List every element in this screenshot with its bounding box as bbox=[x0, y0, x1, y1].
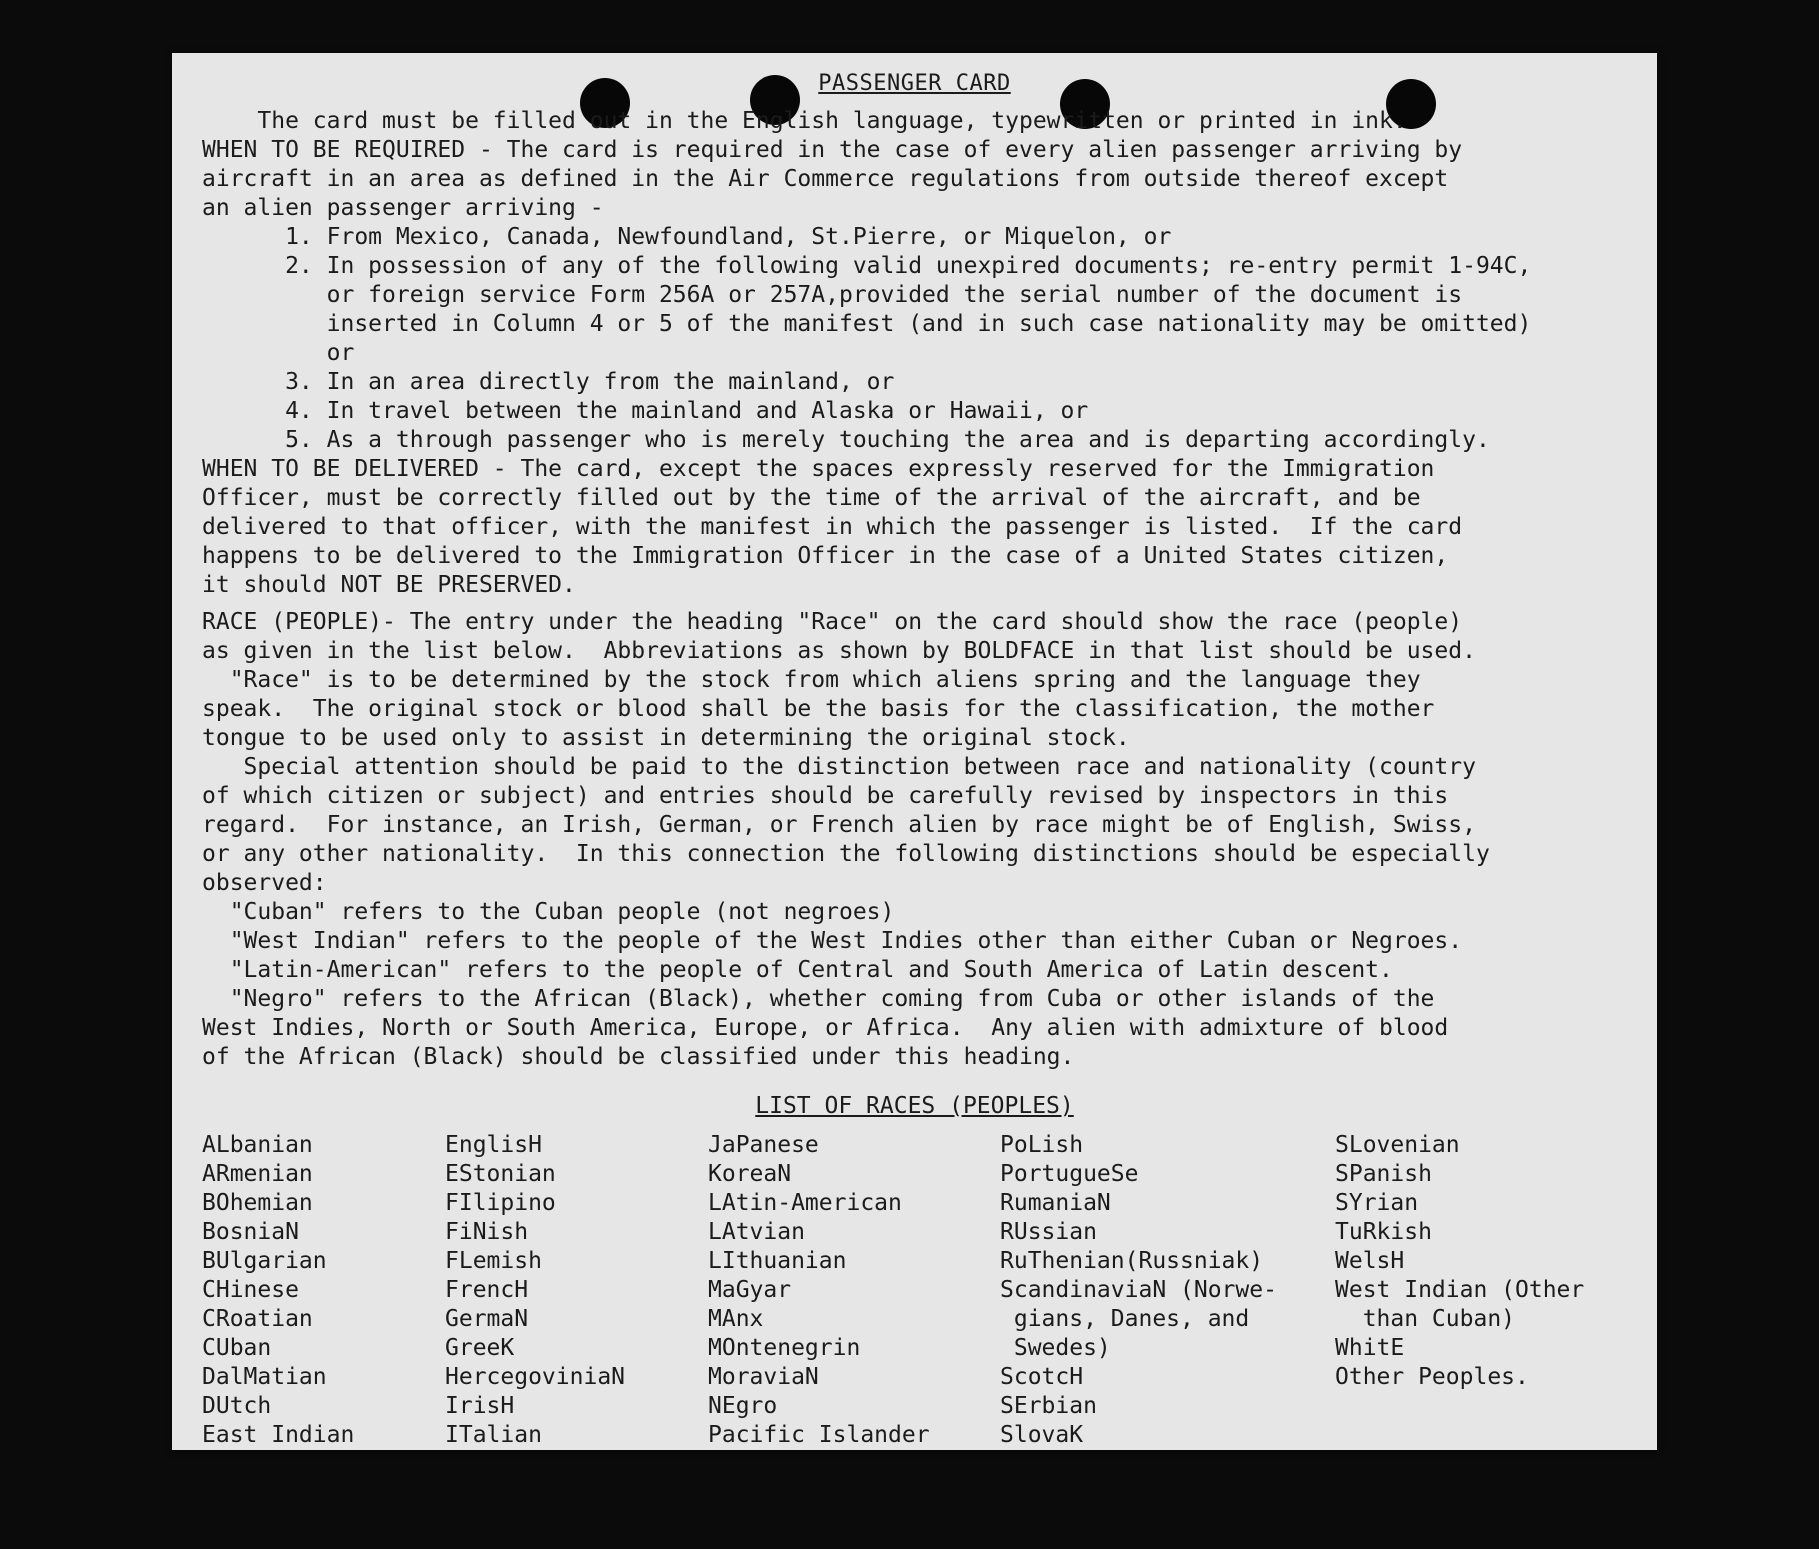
race-item: East Indian bbox=[202, 1422, 355, 1448]
race-item: MaGyar bbox=[708, 1277, 792, 1303]
race-item: ITalian bbox=[445, 1422, 542, 1448]
text-line: RACE (PEOPLE)- The entry under the heading "Race" on the card should show the race (people) bbox=[202, 609, 1463, 635]
card-title: PASSENGER CARD bbox=[818, 71, 1011, 96]
text-line: inserted in Column 4 or 5 of the manifest (and in such case nationality may be omitted) bbox=[202, 311, 1532, 337]
race-item: EStonian bbox=[445, 1161, 556, 1187]
races-column-2 bbox=[445, 1131, 625, 1450]
race-item: DalMatian bbox=[202, 1364, 327, 1390]
race-item: FIlipino bbox=[445, 1190, 556, 1216]
race-item: RuThenian(Russniak) bbox=[1000, 1248, 1264, 1274]
race-item: West Indian (Other bbox=[1335, 1277, 1585, 1303]
text-line: "Negro" refers to the African (Black), whether coming from Cuba or other islands of the bbox=[202, 986, 1435, 1012]
race-item: GermaN bbox=[445, 1306, 529, 1332]
race-item: BUlgarian bbox=[202, 1248, 327, 1274]
race-item: KoreaN bbox=[708, 1161, 792, 1187]
race-item: JaPanese bbox=[708, 1132, 819, 1158]
race-item: CHinese bbox=[202, 1277, 299, 1303]
text-line: as given in the list below. Abbreviations as shown by BOLDFACE in that list should be used. bbox=[202, 638, 1476, 664]
races-column-3 bbox=[708, 1131, 930, 1450]
race-item: SlovaK bbox=[1000, 1422, 1084, 1448]
text-line: speak. The original stock or blood shall be the basis for the classification, the mother bbox=[202, 696, 1435, 722]
text-line: 4. In travel between the mainland and Alaska or Hawaii, or bbox=[202, 398, 1089, 424]
race-item: WhitE bbox=[1335, 1335, 1405, 1361]
text-line: aircraft in an area as defined in the Air Commerce regulations from outside thereof except bbox=[202, 166, 1449, 192]
race-item: ScotcH bbox=[1000, 1364, 1084, 1390]
text-line: Special attention should be paid to the distinction between race and nationality (country bbox=[202, 754, 1476, 780]
text-line: 5. As a through passenger who is merely touching the area and is departing accordingly. bbox=[202, 427, 1490, 453]
race-item: EnglisH bbox=[445, 1132, 542, 1158]
race-item: NEgro bbox=[708, 1393, 778, 1419]
race-item: Swedes) bbox=[1000, 1335, 1111, 1361]
race-item: SPanish bbox=[1335, 1161, 1432, 1187]
races-column-5 bbox=[1335, 1131, 1584, 1392]
text-line: observed: bbox=[202, 870, 327, 896]
race-item: MoraviaN bbox=[708, 1364, 819, 1390]
text-line: "West Indian" refers to the people of the West Indies other than either Cuban or Negroes. bbox=[202, 928, 1463, 954]
race-item: LAtvian bbox=[708, 1219, 805, 1245]
text-line: 2. In possession of any of the following valid unexpired documents; re-entry permit 1-94C, bbox=[202, 253, 1532, 279]
text-line: of the African (Black) should be classified under this heading. bbox=[202, 1044, 1075, 1070]
text-line: "Latin-American" refers to the people of Central and South America of Latin descent. bbox=[202, 957, 1393, 983]
text-line: "Race" is to be determined by the stock from which aliens spring and the language they bbox=[202, 667, 1421, 693]
race-item: ARmenian bbox=[202, 1161, 313, 1187]
race-item: HercegoviniaN bbox=[445, 1364, 626, 1390]
race-item: IrisH bbox=[445, 1393, 515, 1419]
races-column-1 bbox=[202, 1131, 354, 1450]
race-item: BosniaN bbox=[202, 1219, 299, 1245]
races-column-4 bbox=[1000, 1131, 1277, 1450]
race-item: FiNish bbox=[445, 1219, 529, 1245]
race-item: LIthuanian bbox=[708, 1248, 847, 1274]
race-item: ALbanian bbox=[202, 1132, 313, 1158]
race-item: SLovenian bbox=[1335, 1132, 1460, 1158]
race-item: GreeK bbox=[445, 1335, 515, 1361]
race-item: MOntenegrin bbox=[708, 1335, 861, 1361]
race-item: CRoatian bbox=[202, 1306, 313, 1332]
text-line: 3. In an area directly from the mainland, or bbox=[202, 369, 895, 395]
text-line: Officer, must be correctly filled out by the time of the arrival of the aircraft, and be bbox=[202, 485, 1421, 511]
text-line: West Indies, North or South America, Europe, or Africa. Any alien with admixture of blood bbox=[202, 1015, 1449, 1041]
text-line: or bbox=[202, 340, 355, 366]
paragraph-gap bbox=[202, 600, 1642, 608]
text-line: of which citizen or subject) and entries should be carefully revised by inspectors in this bbox=[202, 783, 1449, 809]
race-item: MAnx bbox=[708, 1306, 764, 1332]
race-item: than Cuban) bbox=[1335, 1306, 1516, 1332]
text-line: tongue to be used only to assist in determining the original stock. bbox=[202, 725, 1130, 751]
text-line: or any other nationality. In this connection the following distinctions should be especially bbox=[202, 841, 1490, 867]
instructions-text bbox=[202, 107, 1642, 1072]
text-line: The card must be filled out in the English language, typewritten or printed in ink. bbox=[202, 108, 1407, 134]
race-item: BOhemian bbox=[202, 1190, 313, 1216]
race-item: RumaniaN bbox=[1000, 1190, 1111, 1216]
text-line: WHEN TO BE REQUIRED - The card is required in the case of every alien passenger arriving by bbox=[202, 137, 1463, 163]
text-line: it should NOT BE PRESERVED. bbox=[202, 572, 576, 598]
race-item: PortugueSe bbox=[1000, 1161, 1139, 1187]
race-item: RUssian bbox=[1000, 1219, 1097, 1245]
race-item: Pacific Islander bbox=[708, 1422, 930, 1448]
race-item: WelsH bbox=[1335, 1248, 1405, 1274]
race-item: FrencH bbox=[445, 1277, 529, 1303]
race-item: SYrian bbox=[1335, 1190, 1419, 1216]
race-item: SErbian bbox=[1000, 1393, 1097, 1419]
race-item: LAtin-American bbox=[708, 1190, 902, 1216]
text-line: 1. From Mexico, Canada, Newfoundland, St.Pierre, or Miquelon, or bbox=[202, 224, 1172, 250]
text-line: or foreign service Form 256A or 257A,provided the serial number of the document is bbox=[202, 282, 1463, 308]
text-line: regard. For instance, an Irish, German, or French alien by race might be of English, Swiss, bbox=[202, 812, 1476, 838]
text-line: WHEN TO BE DELIVERED - The card, except the spaces expressly reserved for the Immigration bbox=[202, 456, 1435, 482]
race-item: PoLish bbox=[1000, 1132, 1084, 1158]
race-item: gians, Danes, and bbox=[1000, 1306, 1250, 1332]
text-line: happens to be delivered to the Immigration Officer in the case of a United States citizen, bbox=[202, 543, 1449, 569]
race-item: CUban bbox=[202, 1335, 272, 1361]
race-item: Other Peoples. bbox=[1335, 1364, 1529, 1390]
text-line: "Cuban" refers to the Cuban people (not negroes) bbox=[202, 899, 895, 925]
text-line: delivered to that officer, with the manifest in which the passenger is listed. If the card bbox=[202, 514, 1463, 540]
race-item: DUtch bbox=[202, 1393, 272, 1419]
race-item: TuRkish bbox=[1335, 1219, 1432, 1245]
text-line: an alien passenger arriving - bbox=[202, 195, 604, 221]
passenger-card bbox=[172, 53, 1657, 1450]
race-item: ScandinaviaN (Norwe- bbox=[1000, 1277, 1277, 1303]
race-item: FLemish bbox=[445, 1248, 542, 1274]
list-of-races-title: LIST OF RACES (PEOPLES) bbox=[755, 1093, 1074, 1119]
